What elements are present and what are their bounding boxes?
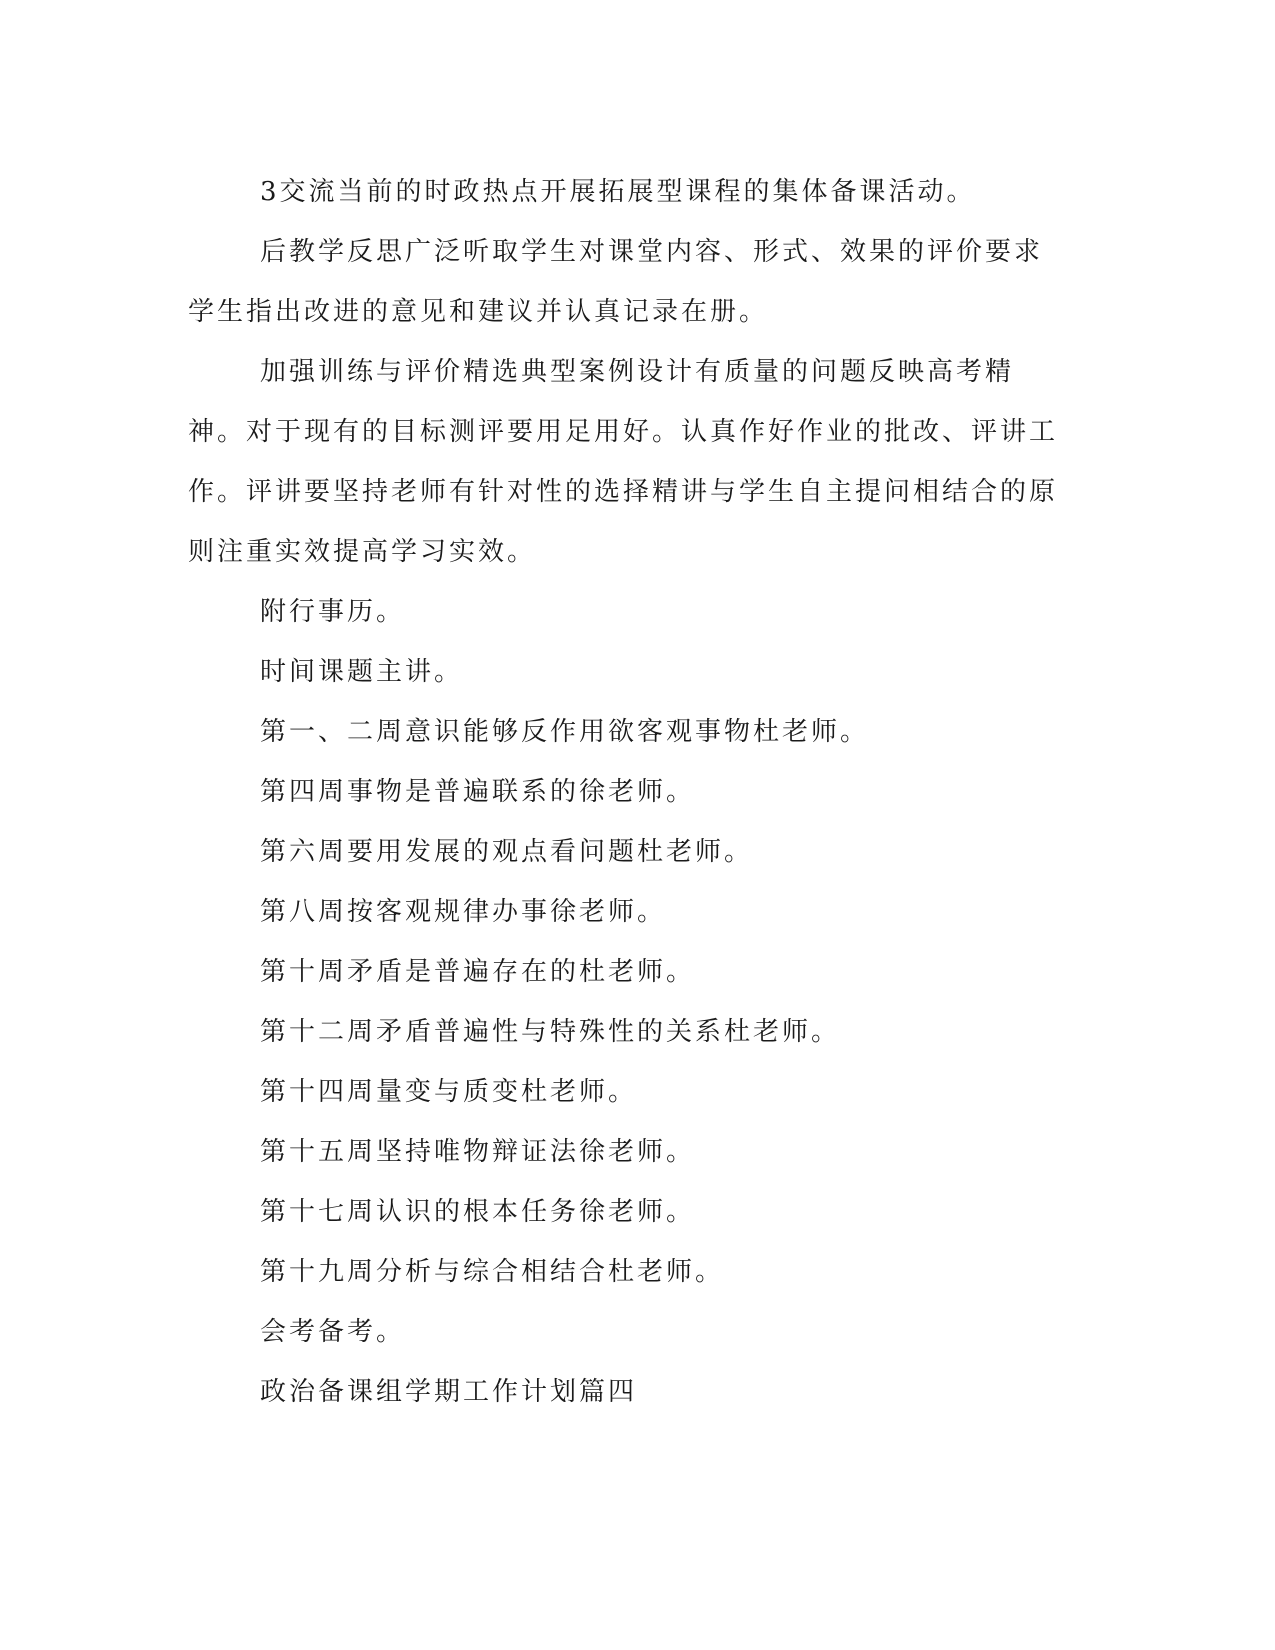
schedule-exam-prep: 会考备考。 [260, 1317, 406, 1347]
schedule-item: 第十周矛盾是普遍存在的杜老师。 [260, 957, 696, 987]
paragraph-lesson-prep: 3交流当前的时政热点开展拓展型课程的集体备课活动。 [260, 177, 976, 207]
schedule-header-row: 时间课题主讲。 [260, 657, 464, 687]
schedule-item: 第一、二周意识能够反作用欲客观事物杜老师。 [260, 717, 870, 747]
schedule-item: 第十九周分析与综合相结合杜老师。 [260, 1257, 725, 1287]
paragraph-training-evaluation: 加强训练与评价精选典型案例设计有质量的问题反映高考精神。对于现有的目标测评要用足用好。认真作好作业的批改、评讲工作。评讲要坚持老师有针对性的选择精讲与学生自主提问相结合的原则注重实效提高学习实效。 [188, 357, 1059, 567]
schedule-item: 第十七周认识的根本任务徐老师。 [260, 1197, 696, 1227]
schedule-item: 第十五周坚持唯物辩证法徐老师。 [260, 1137, 696, 1167]
document-body [188, 162, 1068, 1422]
section-title: 政治备课组学期工作计划篇四 [260, 1377, 638, 1407]
schedule-item: 第十二周矛盾普遍性与特殊性的关系杜老师。 [260, 1017, 841, 1047]
paragraph-teaching-reflection: 后教学反思广泛听取学生对课堂内容、形式、效果的评价要求学生指出改进的意见和建议并认真记录在册。 [188, 237, 1044, 327]
schedule-item: 第八周按客观规律办事徐老师。 [260, 897, 667, 927]
paragraph-schedule-heading: 附行事历。 [260, 597, 406, 627]
schedule-item: 第六周要用发展的观点看问题杜老师。 [260, 837, 754, 867]
schedule-item: 第十四周量变与质变杜老师。 [260, 1077, 638, 1107]
schedule-item: 第四周事物是普遍联系的徐老师。 [260, 777, 696, 807]
